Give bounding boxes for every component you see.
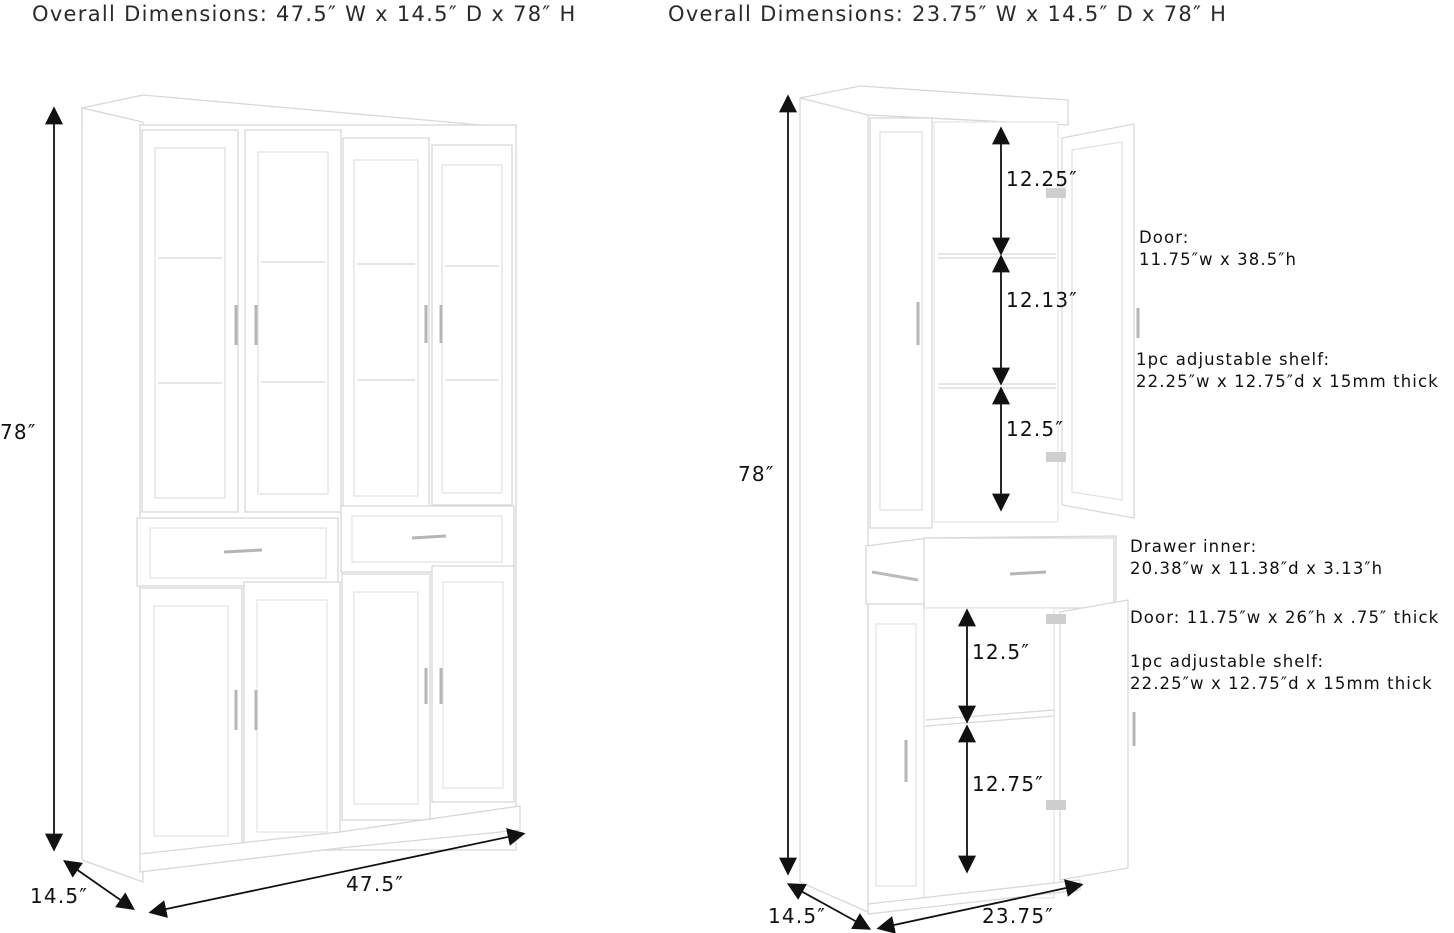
callout-upper-shelf-size: 22.25″w x 12.75″d x 15mm thick <box>1136 372 1439 391</box>
callout-upper-door <box>1139 227 1297 271</box>
lower-shelf-gap-1: 12.5″ <box>972 640 1031 664</box>
right-cabinet-drawing <box>800 86 1138 914</box>
callout-lower-door <box>1130 607 1439 629</box>
callout-drawer-title: Drawer inner: <box>1130 537 1258 556</box>
left-width-label: 47.5″ <box>346 872 405 896</box>
left-height-label: 78″ <box>0 420 37 444</box>
callout-lower-shelf <box>1130 651 1433 695</box>
lower-shelf-gap-2: 12.75″ <box>972 772 1044 796</box>
callout-upper-shelf <box>1136 349 1439 393</box>
right-overall-dimensions: Overall Dimensions: 23.75″ W x 14.5″ D x 78″ H <box>668 2 1228 26</box>
upper-shelf-gap-3: 12.5″ <box>1006 417 1065 441</box>
callout-lower-door-size: Door: 11.75″w x 26″h x .75″ thick <box>1130 608 1440 627</box>
left-overall-dimensions: Overall Dimensions: 47.5″ W x 14.5″ D x 78″ H <box>32 2 577 26</box>
left-depth-label: 14.5″ <box>30 884 89 908</box>
upper-shelf-gap-2: 12.13″ <box>1006 288 1078 312</box>
left-cabinet-drawing <box>82 95 520 882</box>
callout-drawer-size: 20.38″w x 11.38″d x 3.13″h <box>1130 559 1384 578</box>
right-depth-label: 14.5″ <box>768 904 827 928</box>
callout-lower-shelf-size: 22.25″w x 12.75″d x 15mm thick <box>1130 674 1433 693</box>
callout-upper-door-title: Door: <box>1139 228 1190 247</box>
callout-lower-shelf-title: 1pc adjustable shelf: <box>1130 652 1325 671</box>
callout-upper-shelf-title: 1pc adjustable shelf: <box>1136 350 1331 369</box>
callout-drawer <box>1130 536 1383 580</box>
right-width-label: 23.75″ <box>982 904 1054 928</box>
upper-shelf-gap-1: 12.25″ <box>1006 167 1078 191</box>
callout-upper-door-size: 11.75″w x 38.5″h <box>1139 250 1298 269</box>
right-height-label: 78″ <box>738 462 775 486</box>
